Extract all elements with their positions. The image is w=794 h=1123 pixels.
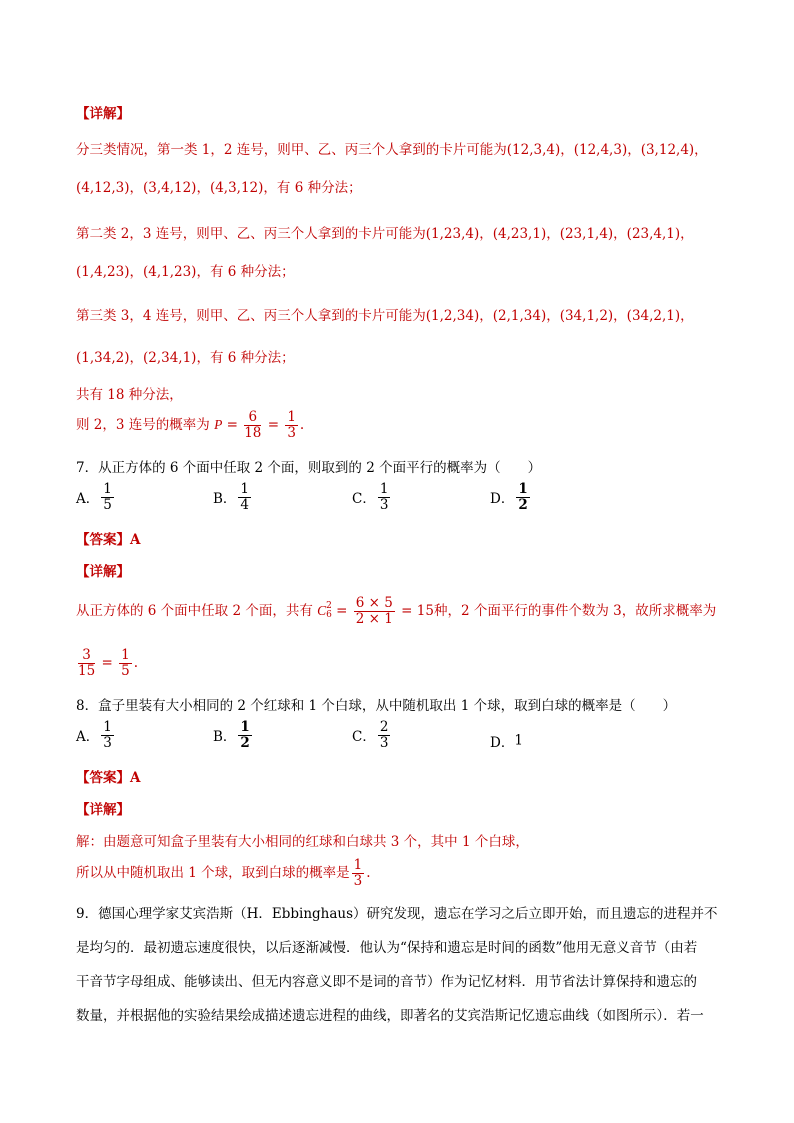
q7-option-b[interactable] [213, 482, 253, 513]
q8-detail-label: 【详解】 [76, 802, 130, 818]
answer-label: 【答案】 [76, 770, 130, 786]
frac-den: 2 × 1 [355, 610, 393, 627]
frac-den: 3 [379, 496, 389, 513]
option-label: B． [213, 729, 237, 746]
q8-detail-line2 [76, 858, 371, 889]
prob-var: P [214, 416, 223, 432]
q9-line1: 9．德国心理学家艾宾浩斯（H．Ebbinghaus）研究发现，遗忘在学习之后立即开始，而且遗忘的进程并不 [76, 906, 718, 922]
frac-den: 3 [379, 734, 389, 751]
q8-option-a[interactable] [76, 720, 116, 751]
frac-den: 18 [244, 424, 262, 441]
comb-sup: 2 [326, 601, 332, 612]
frac-num: 1 [379, 481, 389, 497]
frac-num: 1 [103, 719, 112, 735]
q8-option-b[interactable] [213, 720, 254, 751]
answer-value: A [130, 532, 141, 548]
frac-num: 1 [353, 857, 363, 873]
option-fraction [101, 482, 114, 513]
q7-final-line [76, 648, 138, 679]
q6-detail-line2: (4,12,3)，(3,4,12)，(4,3,12)，有 6 种分法； [76, 180, 362, 196]
q6-detail-line1: 分三类情况，第一类 1，2 连号，则甲、乙、丙三个人拿到的卡片可能为(12,3,4)，(12,4,3)，(3,12,4)， [76, 142, 708, 158]
answer-value: A [130, 770, 141, 786]
option-fraction [238, 720, 251, 751]
q6-prob-prefix: 则 2，3 连号的概率为 [76, 416, 215, 433]
period: . [366, 864, 371, 881]
q7-stem: 7．从正方体的 6 个面中任取 2 个面，则取到的 2 个面平行的概率为（ ） [76, 460, 542, 476]
fraction-6-18 [244, 410, 261, 441]
equals: = [97, 654, 118, 671]
equals: = [331, 602, 352, 619]
detail-label: 【详解】 [76, 106, 130, 122]
fraction-1-3 [352, 858, 365, 889]
q8-detail-prefix: 所以从中随机取出 1 个球，取到白球的概率是 [76, 864, 350, 881]
option-label: C． [352, 729, 376, 746]
q7-option-a[interactable] [76, 482, 116, 513]
q8-detail-line1: 解：由题意可知盒子里装有大小相同的红球和白球共 3 个，其中 1 个白球， [76, 834, 529, 850]
q7-answer [76, 528, 140, 548]
comb-fraction [354, 596, 395, 627]
comb-result: = 15 [396, 602, 434, 619]
frac-num: 1 [287, 409, 296, 425]
frac-den: 3 [287, 424, 296, 441]
q7-option-c[interactable] [352, 482, 392, 513]
q6-detail-line3: 第二类 2，3 连号，则甲、乙、丙三个人拿到的卡片可能为(1,23,4)，(4,23,1)，(23,1,4)，(23,4,1)， [76, 226, 694, 242]
frac-den: 15 [78, 662, 96, 679]
option-fraction [378, 720, 391, 751]
frac-den: 5 [121, 662, 130, 679]
frac-num: 1 [121, 647, 130, 663]
frac-den: 3 [103, 734, 112, 751]
q6-detail-line5: 第三类 3，4 连号，则甲、乙、丙三个人拿到的卡片可能为(1,2,34)，(2,1,34)，(34,1,2)，(34,2,1)， [76, 308, 694, 324]
q8-option-c[interactable] [352, 720, 392, 751]
frac-num: 1 [240, 481, 250, 497]
q9-line2: 是均匀的．最初遗忘速度很快，以后逐渐减慢．他认为“保持和遗忘是时间的函数”他用无意义音节（由若 [76, 940, 698, 956]
fraction-1-3 [285, 410, 298, 441]
frac-num: 2 [379, 719, 389, 735]
period: . [133, 654, 138, 671]
frac-den: 4 [240, 496, 250, 513]
option-label: B． [213, 491, 237, 508]
q7-detail-prefix: 从正方体的 6 个面中任取 2 个面，共有 [76, 602, 318, 619]
comb-sub: 6 [326, 610, 332, 621]
frac-den: 3 [353, 872, 363, 889]
option-value: 1 [514, 732, 523, 749]
option-fraction [378, 482, 391, 513]
option-label: A． [76, 729, 100, 746]
frac-num: 1 [103, 481, 112, 497]
frac-num: 6 [244, 410, 261, 426]
option-fraction [101, 720, 114, 751]
frac-num: 1 [518, 481, 528, 497]
frac-num: 3 [78, 648, 95, 664]
q8-answer [76, 766, 140, 786]
equals: = [222, 416, 243, 433]
q7-detail-label: 【详解】 [76, 564, 130, 580]
option-label: D． [490, 735, 515, 751]
frac-num: 1 [240, 719, 250, 735]
frac-den: 5 [103, 496, 112, 513]
frac-num: 6 × 5 [355, 595, 393, 611]
option-label: A． [76, 491, 100, 508]
q8-stem: 8．盒子里装有大小相同的 2 个红球和 1 个白球，从中随机取出 1 个球，取到白球的概率是（ ） [76, 698, 677, 714]
option-fraction [516, 482, 529, 513]
option-label: D． [490, 491, 515, 508]
q9-line4: 数量，并根据他的实验结果绘成描述遗忘进程的曲线，即著名的艾宾浩斯记忆遗忘曲线（如图所示）．若一 [76, 1008, 704, 1024]
period: . [299, 416, 305, 433]
q7-option-d[interactable] [490, 482, 532, 513]
q7-detail-line [76, 596, 716, 627]
q6-probability-line [76, 410, 304, 441]
q6-detail-line7: 共有 18 种分法， [76, 387, 183, 403]
answer-label: 【答案】 [76, 532, 130, 548]
fraction-3-15 [78, 648, 95, 679]
q8-option-d[interactable] [490, 731, 523, 751]
frac-den: 2 [240, 734, 250, 751]
option-fraction [238, 482, 251, 513]
q6-detail-line6: (1,34,2)，(2,34,1)，有 6 种分法； [76, 350, 295, 366]
frac-den: 2 [518, 496, 528, 513]
q7-detail-suffix: 种，2 个面平行的事件个数为 3，故所求概率为 [433, 602, 717, 619]
combination-symbol: C [317, 602, 327, 618]
equals: = [263, 416, 284, 433]
q6-detail-line4: (1,4,23)，(4,1,23)，有 6 种分法； [76, 264, 295, 280]
q9-line3: 干音节字母组成、能够读出、但无内容意义即不是词的音节）作为记忆材料．用节省法计算保持和遗忘的 [76, 974, 697, 990]
option-label: C． [352, 491, 376, 508]
fraction-1-5 [119, 648, 132, 679]
